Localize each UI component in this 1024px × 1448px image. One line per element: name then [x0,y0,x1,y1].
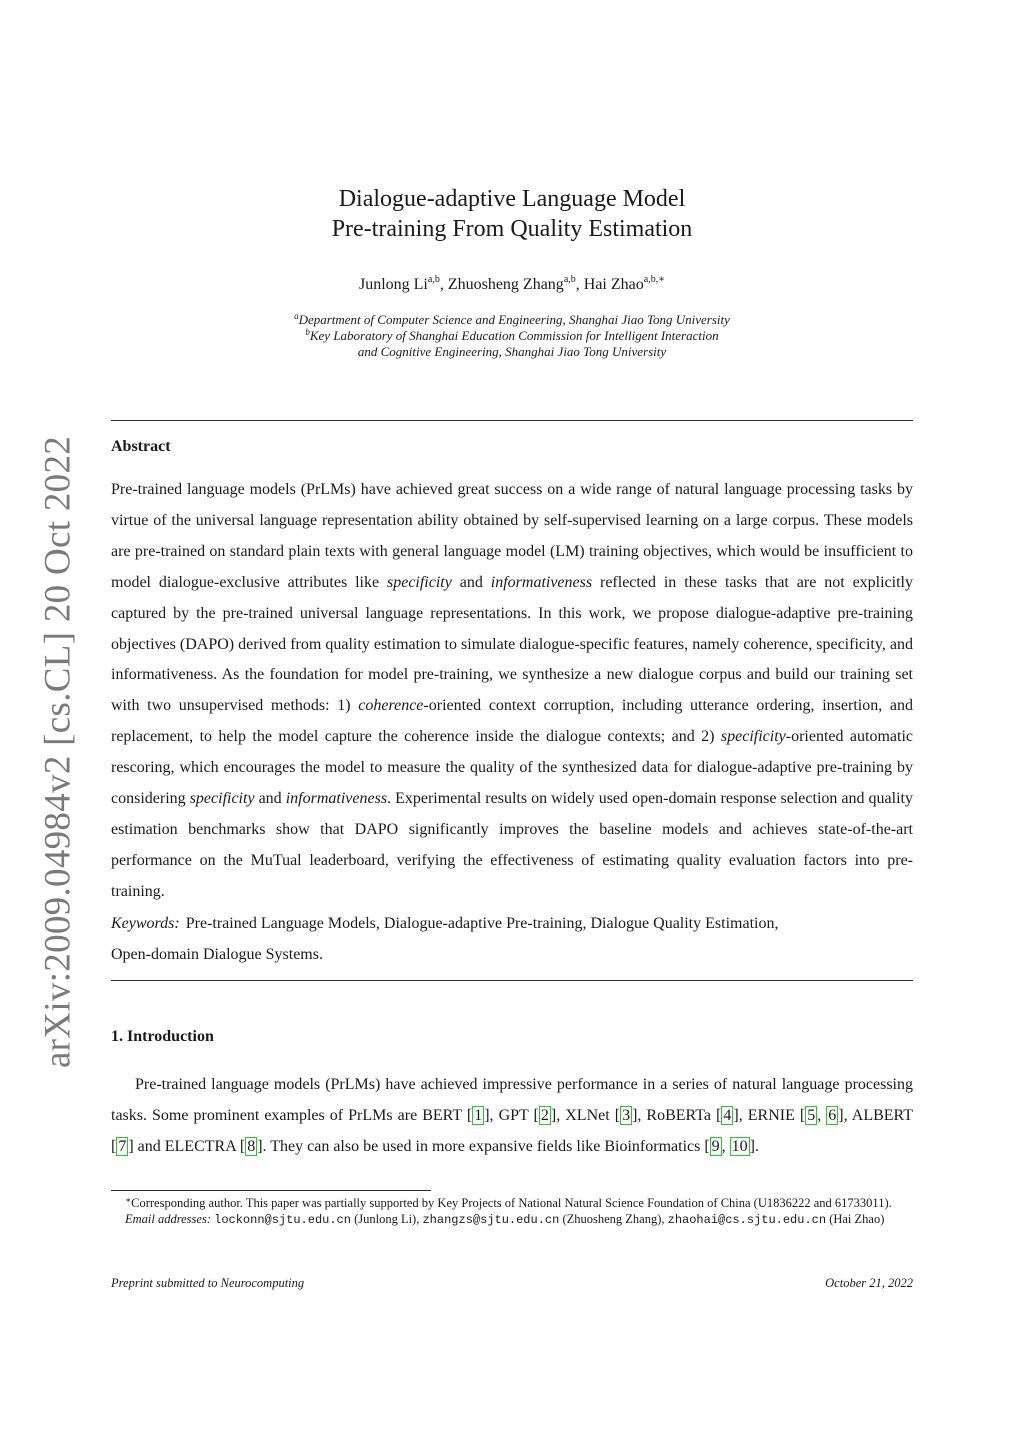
footnote-text: Corresponding author. This paper was partially supported by Key Projects of National Natural Science Foundation of China (U1836222 and 61733011). [131,1196,892,1210]
footnote [111,1195,913,1228]
footnote-emails: Email addresses: lockonn@sjtu.edu.cn (Junlong Li), zhangzs@sjtu.edu.cn (Zhuosheng Zhang), zhaohai@cs.sjtu.edu.cn (Hai Zhao) [125,1212,885,1227]
citation-link[interactable]: 5 [807,1106,816,1124]
keywords [111,908,913,970]
title-line-1: Dialogue-adaptive Language Model [338,186,686,212]
footnote-corresponding [111,1195,913,1211]
email-link[interactable]: zhaohai@cs.sjtu.edu.cn [667,1213,827,1227]
footer-date: October 21, 2022 [825,1276,913,1290]
citation-link[interactable]: 4 [723,1106,732,1124]
citation-link[interactable]: 7 [118,1137,127,1155]
abstract-heading: Abstract [111,438,171,455]
citation-link[interactable]: 10 [731,1137,748,1155]
keywords-line-1 [111,908,913,939]
affiliation-b-continued: and Cognitive Engineering, Shanghai Jiao Tong University [357,344,667,359]
author-name: Zhuosheng Zhang [447,276,564,293]
abstract-bottom-rule [111,980,913,981]
footer-submission-note: Preprint submitted to Neurocomputing [111,1276,305,1290]
footnote-mark: ∗ [125,1195,132,1205]
title-line-2: Pre-training From Quality Estimation [331,216,693,242]
author-affiliation-mark: a,b [427,274,440,285]
keywords-line-2: Open-domain Dialogue Systems. [111,946,323,963]
keywords-text: Pre-trained Language Models, Dialogue-adaptive Pre-training, Dialogue Quality Estimation, [185,915,779,932]
affiliation-text: Key Laboratory of Shanghai Education Commission for Intelligent Interaction [309,328,719,343]
paper-title [112,184,912,244]
citation-link[interactable]: 1 [474,1106,483,1124]
author-name: Junlong Li [358,276,428,293]
affiliation-a [112,312,912,328]
author-affiliation-mark: a,b,∗ [643,274,665,285]
affiliation-b [112,328,912,344]
affiliation-mark: a [294,311,299,321]
citation-link[interactable]: 9 [711,1137,720,1155]
footnote-rule [111,1190,431,1191]
email-link[interactable]: lockonn@sjtu.edu.cn [214,1213,351,1227]
abstract-body: Pre-trained language models (PrLMs) have achieved great success on a wide range of natural language processing tasks by virtue of the universal language representation ability obtained by self-supervised learning on a large corpus. These models are pre-trained on standard plain texts with general language model (LM) training objectives, which would be insufficient to model dialogue-exclusive attributes like specificity and informativeness reflected in these tasks that are not explicitly captured by the pre-trained universal language representations. In this work, we propose dialogue-adaptive pre-training objectives (DAPO) derived from quality estimation to simulate dialogue-specific features, namely coherence, specificity, and informativeness. As the foundation for model pre-training, we synthesize a new dialogue corpus and build our training set with two unsupervised methods: 1) coherence-oriented context corruption, including utterance ordering, insertion, and replacement, to help the model capture the coherence inside the dialogue contexts; and 2) specificity-oriented automatic rescoring, which encourages the model to measure the quality of the synthesized data for dialogue-adaptive pre-training by considering specificity and informativeness. Experimental results on widely used open-domain response selection and quality estimation benchmarks show that DAPO significantly improves the baseline models and achieves state-of-the-art performance on the MuTual leaderboard, verifying the effectiveness of estimating quality evaluation factors into pre-training. [111,481,914,900]
email-link[interactable]: zhangzs@sjtu.edu.cn [422,1213,560,1227]
citation-link[interactable]: 6 [828,1106,837,1124]
author-affiliation-mark: a,b [563,274,576,285]
arxiv-identifier-stamp: arXiv:2009.04984v2 [cs.CL] 20 Oct 2022 [37,435,79,1069]
affiliation-mark: b [305,327,310,337]
abstract-top-rule [111,420,913,421]
author-list: Junlong Li$^{a,b}$, Zhuosheng Zhang$^{a,b}$, Hai Zhao$^{a,b,∗}$ [358,274,665,293]
keywords-label: Keywords: [111,915,180,932]
email-label: Email addresses: [125,1212,211,1226]
author-name: Hai Zhao [583,276,644,293]
introduction-paragraph: Pre-trained language models (PrLMs) have achieved impressive performance in a series of natural language processing tasks. Some prominent examples of PrLMs are BERT [ 1 ], GPT [ 2 ], XLNet [ 3 ], RoBERTa [ 4 ], ERNIE [ 5 , 6 ], ALBERT [ 7 ] and ELECTRA [ 8 ]. They can also be used in more expansive fields like Bioinformatics [ 9 , 10 ]. [111,1076,914,1155]
section-heading-introduction: 1. Introduction [111,1028,214,1045]
citation-link[interactable]: 3 [622,1106,631,1124]
citation-link[interactable]: 2 [540,1106,549,1124]
affiliation-text: Department of Computer Science and Engineering, Shanghai Jiao Tong University [298,312,730,327]
affiliations [112,312,912,360]
citation-link[interactable]: 8 [247,1137,256,1155]
